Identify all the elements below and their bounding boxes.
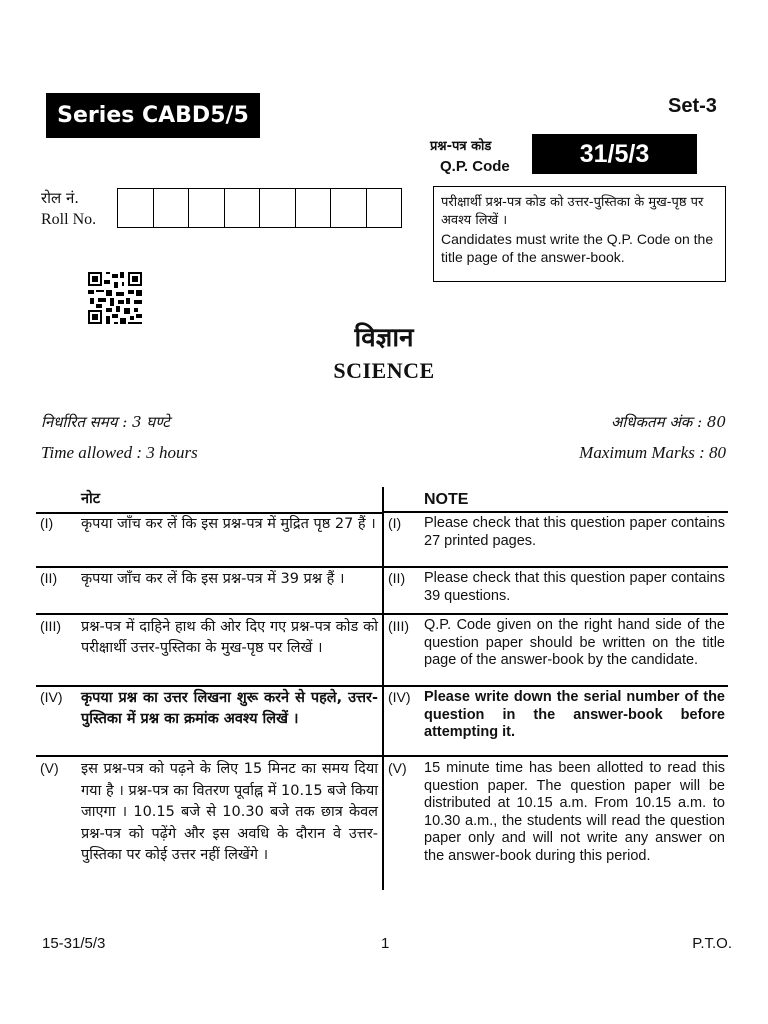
note-number: (III)	[40, 618, 61, 634]
row-divider	[36, 566, 728, 568]
candidate-notice	[433, 186, 726, 282]
row-divider	[36, 685, 728, 687]
note-number: (V)	[388, 760, 407, 776]
roll-box[interactable]	[296, 189, 332, 227]
qp-code-label-hindi: प्रश्न-पत्र कोड	[430, 139, 492, 154]
note-number: (I)	[388, 515, 402, 531]
roll-box[interactable]	[154, 189, 190, 227]
notice-text: Candidates must write the Q.P. Code on the title page of the answer-book.	[441, 231, 714, 265]
note-text-hindi: कृपया प्रश्न का उत्तर लिखना शुरू करने से पहले, उत्तर-पुस्तिका में प्रश्न का क्रमांक अवश्य लिखें ।	[81, 690, 378, 727]
roll-box[interactable]	[331, 189, 367, 227]
note-number: (V)	[40, 760, 59, 776]
subject-title-hindi: विज्ञान	[354, 323, 414, 353]
note-text: Please check that this question paper contains 27 printed pages.	[424, 515, 725, 549]
qp-code-label: Q.P. Code	[440, 158, 510, 175]
note-number: (IV)	[388, 689, 411, 705]
note-heading: NOTE	[424, 491, 469, 508]
page-code: 15-31/5/3	[42, 935, 106, 952]
notice-text-hindi: परीक्षार्थी प्रश्न-पत्र कोड को उत्तर-पुस्तिका के मुख-पृष्ठ पर अवश्य लिखें ।	[441, 195, 704, 228]
set-label: Set-3	[668, 95, 717, 117]
roll-label-hindi: रोल नं.	[41, 189, 80, 207]
note-text-hindi: प्रश्न-पत्र में दाहिने हाथ की ओर दिए गए प्रश्न-पत्र कोड को परीक्षार्थी उत्तर-पुस्तिका के मुख-पृष्ठ पर लिखें ।	[81, 619, 378, 656]
time-allowed-hindi: निर्धारित समय : 3 घण्टे	[41, 413, 170, 431]
row-divider	[383, 511, 728, 513]
max-marks-hindi: अधिकतम अंक : 80	[610, 413, 726, 431]
note-text-hindi: कृपया जाँच कर लें कि इस प्रश्न-पत्र में मुद्रित पृष्ठ 27 हैं ।	[81, 516, 376, 532]
note-text: 15 minute time has been allotted to read this question paper. The question paper will be distributed at 10.15 a.m. From 10.15 a.m. to 10.30 a.m., the students will read the question paper only and will not write any answer on the answer-book during this period.	[424, 760, 725, 864]
roll-label: Roll No.	[41, 211, 97, 228]
note-number: (II)	[40, 570, 58, 586]
max-marks: Maximum Marks : 80	[579, 443, 726, 462]
roll-box[interactable]	[367, 189, 402, 227]
note-text: Please write down the serial number of the question in the answer-book before attempting it.	[424, 689, 725, 740]
column-divider	[382, 487, 384, 890]
note-heading-hindi: नोट	[81, 491, 101, 507]
roll-box[interactable]	[118, 189, 154, 227]
note-text: Q.P. Code given on the right hand side of the question paper should be written on the title page of the answer-book by the candidate.	[424, 617, 725, 668]
qp-code-value: 31/5/3	[532, 134, 697, 174]
roll-box[interactable]	[260, 189, 296, 227]
roll-box[interactable]	[225, 189, 261, 227]
roll-box[interactable]	[189, 189, 225, 227]
note-text-hindi: कृपया जाँच कर लें कि इस प्रश्न-पत्र में 39 प्रश्न हैं ।	[81, 571, 345, 587]
row-divider	[36, 755, 728, 757]
series-badge: Series CABD5/5	[46, 93, 260, 138]
time-allowed: Time allowed : 3 hours	[41, 443, 198, 462]
note-number: (IV)	[40, 689, 63, 705]
qr-code-icon	[88, 272, 142, 324]
note-text-hindi: इस प्रश्न-पत्र को पढ़ने के लिए 15 मिनट का समय दिया गया है । प्रश्न-पत्र का वितरण पूर्वाह्न में 10.15 बजे किया जाएगा । 10.15 बजे से 10.30 बजे तक छात्र केवल प्रश्न-पत्र को पढ़ेंगे और इस अवधि के दौरान वे उत्तर-पुस्तिका पर कोई उत्तर नहीं लिखेंगे ।	[81, 761, 378, 863]
page-number: 1	[381, 935, 390, 952]
note-number: (III)	[388, 618, 409, 634]
note-number: (II)	[388, 570, 406, 586]
subject-title: SCIENCE	[333, 358, 435, 383]
row-divider	[36, 613, 728, 615]
roll-number-boxes[interactable]	[117, 188, 402, 228]
note-number: (I)	[40, 515, 54, 531]
pto-label: P.T.O.	[692, 935, 732, 952]
note-text: Please check that this question paper contains 39 questions.	[424, 570, 725, 604]
